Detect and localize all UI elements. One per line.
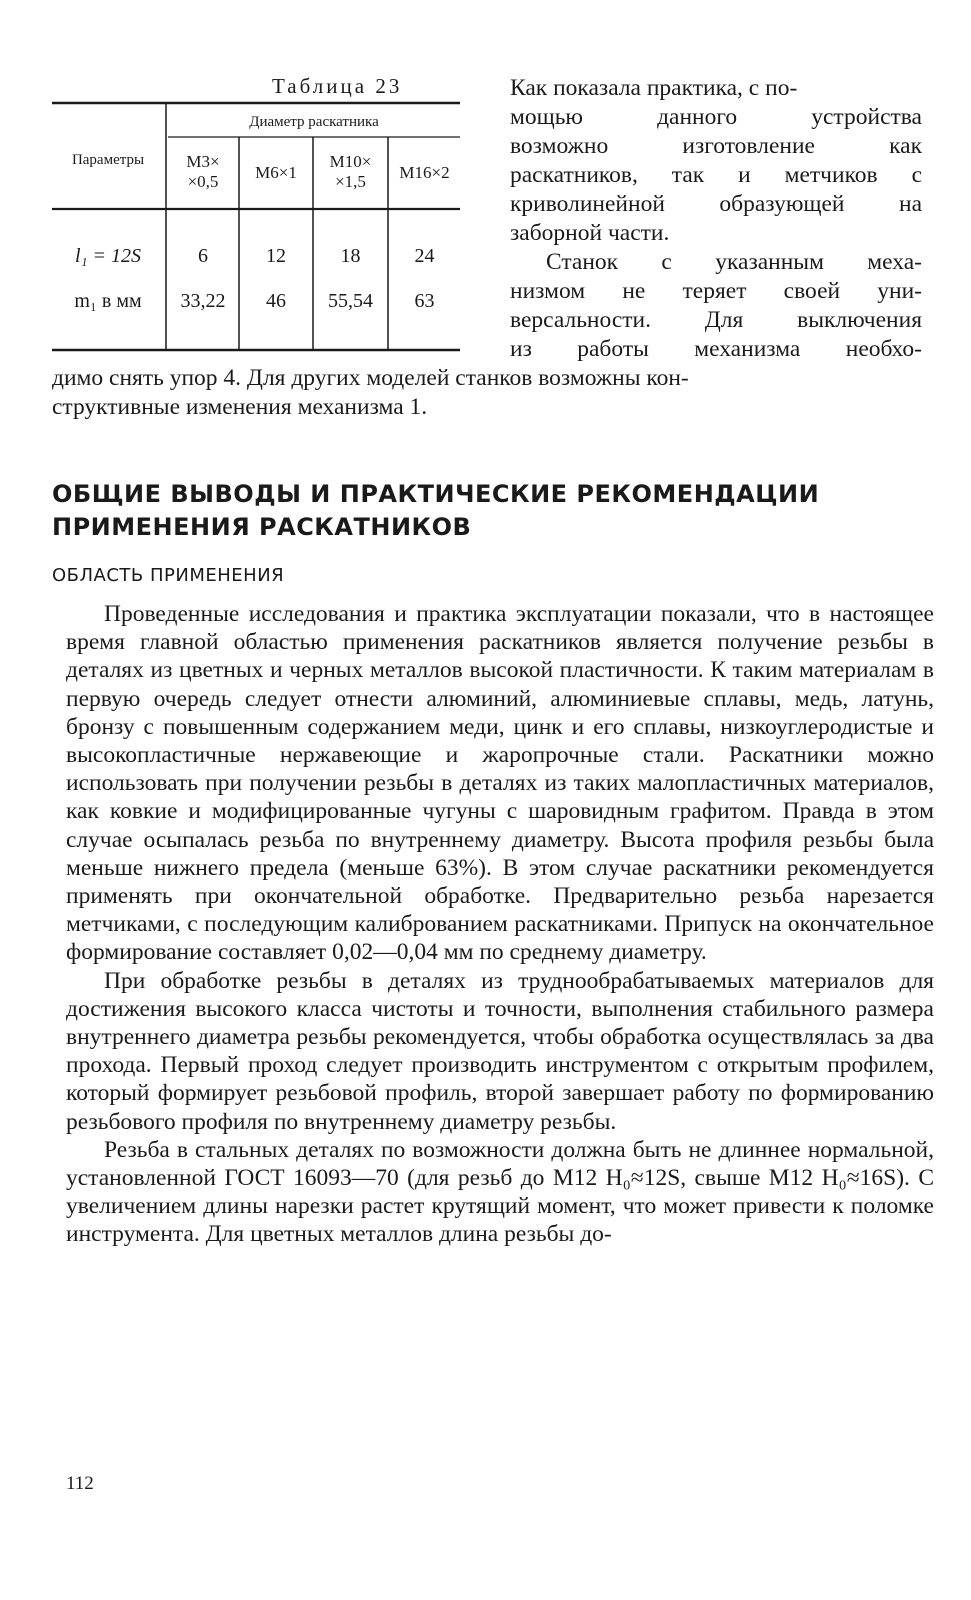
section-heading-line2: ПРИМЕНЕНИЯ РАСКАТНИКОВ (52, 513, 472, 541)
text-line: версальности. Для выключения (510, 307, 922, 333)
text-line: из работы механизма необхо- (510, 336, 922, 362)
text-line: возможно изготовление как (510, 133, 922, 159)
cell-value: 6 (198, 245, 208, 267)
cell-value: 55,54 (328, 290, 373, 312)
text-line: Как показала практика, с по- (510, 75, 798, 101)
text-line: заборной части. (510, 220, 670, 246)
param-header: Параметры (71, 152, 145, 168)
text-line: димо снять упор 4. Для других моделей станков возможны кон- (52, 365, 689, 391)
cell-value: 46 (266, 290, 286, 312)
table-caption: Таблица 23 (272, 74, 403, 98)
cell-value: 12 (266, 245, 286, 267)
text-line: раскатников, так и метчиков с (510, 162, 922, 188)
group-header: Диаметр раскатника (249, 114, 379, 130)
col-header-m10: М10× ×1,5 (329, 152, 372, 191)
text-line: низмом не теряет своей уни- (510, 278, 922, 304)
text-line: структивные изменения механизма 1. (52, 394, 428, 420)
row-label-m1: m₁ в мм (74, 290, 142, 312)
page-number: 112 (66, 1473, 94, 1494)
col-header-m16: М16×2 (399, 163, 450, 182)
cell-value: 18 (340, 245, 361, 267)
col-header-m3: М3× ×0,5 (186, 152, 220, 191)
col-header-m6: М6×1 (255, 163, 297, 182)
subsection-heading: ОБЛАСТЬ ПРИМЕНЕНИЯ (52, 565, 285, 586)
text-line: Станок с указанным меха- (546, 249, 922, 275)
paragraph-2: При обработке резьбы в деталях из труднообрабатываемых материалов для достижения высокого класса чистоты и точности, выполнения стабильного размера внутреннего диаметра резьбы рекомендуется, чтобы обработка осуществлялась за два прохода. Первый проход следует производить инструментом с открытым профилем, который формирует резьбовой профиль, второй завершает работу по формированию резьбового профиля по внутреннему диаметру резьбы. (66, 967, 934, 1135)
row-label-l1: l₁ = 12S (74, 245, 141, 267)
text-line: криволинейной образующей на (510, 191, 922, 217)
cell-value: 63 (414, 290, 435, 312)
section-heading-line1: ОБЩИЕ ВЫВОДЫ И ПРАКТИЧЕСКИЕ РЕКОМЕНДАЦИИ (52, 480, 820, 508)
cell-value: 24 (414, 245, 435, 267)
text-line: мощью данного устройства (510, 104, 922, 130)
cell-value: 33,22 (180, 290, 226, 312)
paragraph-1: Проведенные исследования и практика эксплуатации показали, что в настоящее время главной областью применения раскатников является получение резьбы в деталях из цветных и черных металлов высокой пластичности. К таким материалам в первую очередь следует отнести алюминий, алюминиевые сплавы, медь, латунь, бронзу с повышенным содержанием меди, цинк и его сплавы, низкоуглеродистые и высокопластичные нержавеющие и жаропрочные стали. Раскатники можно использовать при получении резьбы в деталях из таких малопластичных материалов, как ковкие и модифицированные чугуны с шаровидным графитом. Правда в этом случае осыпалась резьба по внутреннему диаметру. Высота профиля резьбы была меньше нижнего предела (меньше 63%). В этом случае раскатники рекомендуется применять при окончательной обработке. Предварительно резьба нарезается метчиками, с последующим калиброванием раскатниками. Припуск на окончательное формирование составляет 0,02—0,04 мм по среднему диаметру. (66, 601, 934, 966)
paragraph-3: Резьба в стальных деталях по возможности должна быть не длиннее нормальной, установленной ГОСТ 16093—70 (для резьб до М12 H₀≈12S, свыше М12 H₀≈16S). С увеличением длины нарезки растет крутящий момент, что может привести к поломке инструмента. Для цветных металлов длина резьбы до- (66, 1136, 934, 1248)
body-text (66, 600, 934, 1249)
